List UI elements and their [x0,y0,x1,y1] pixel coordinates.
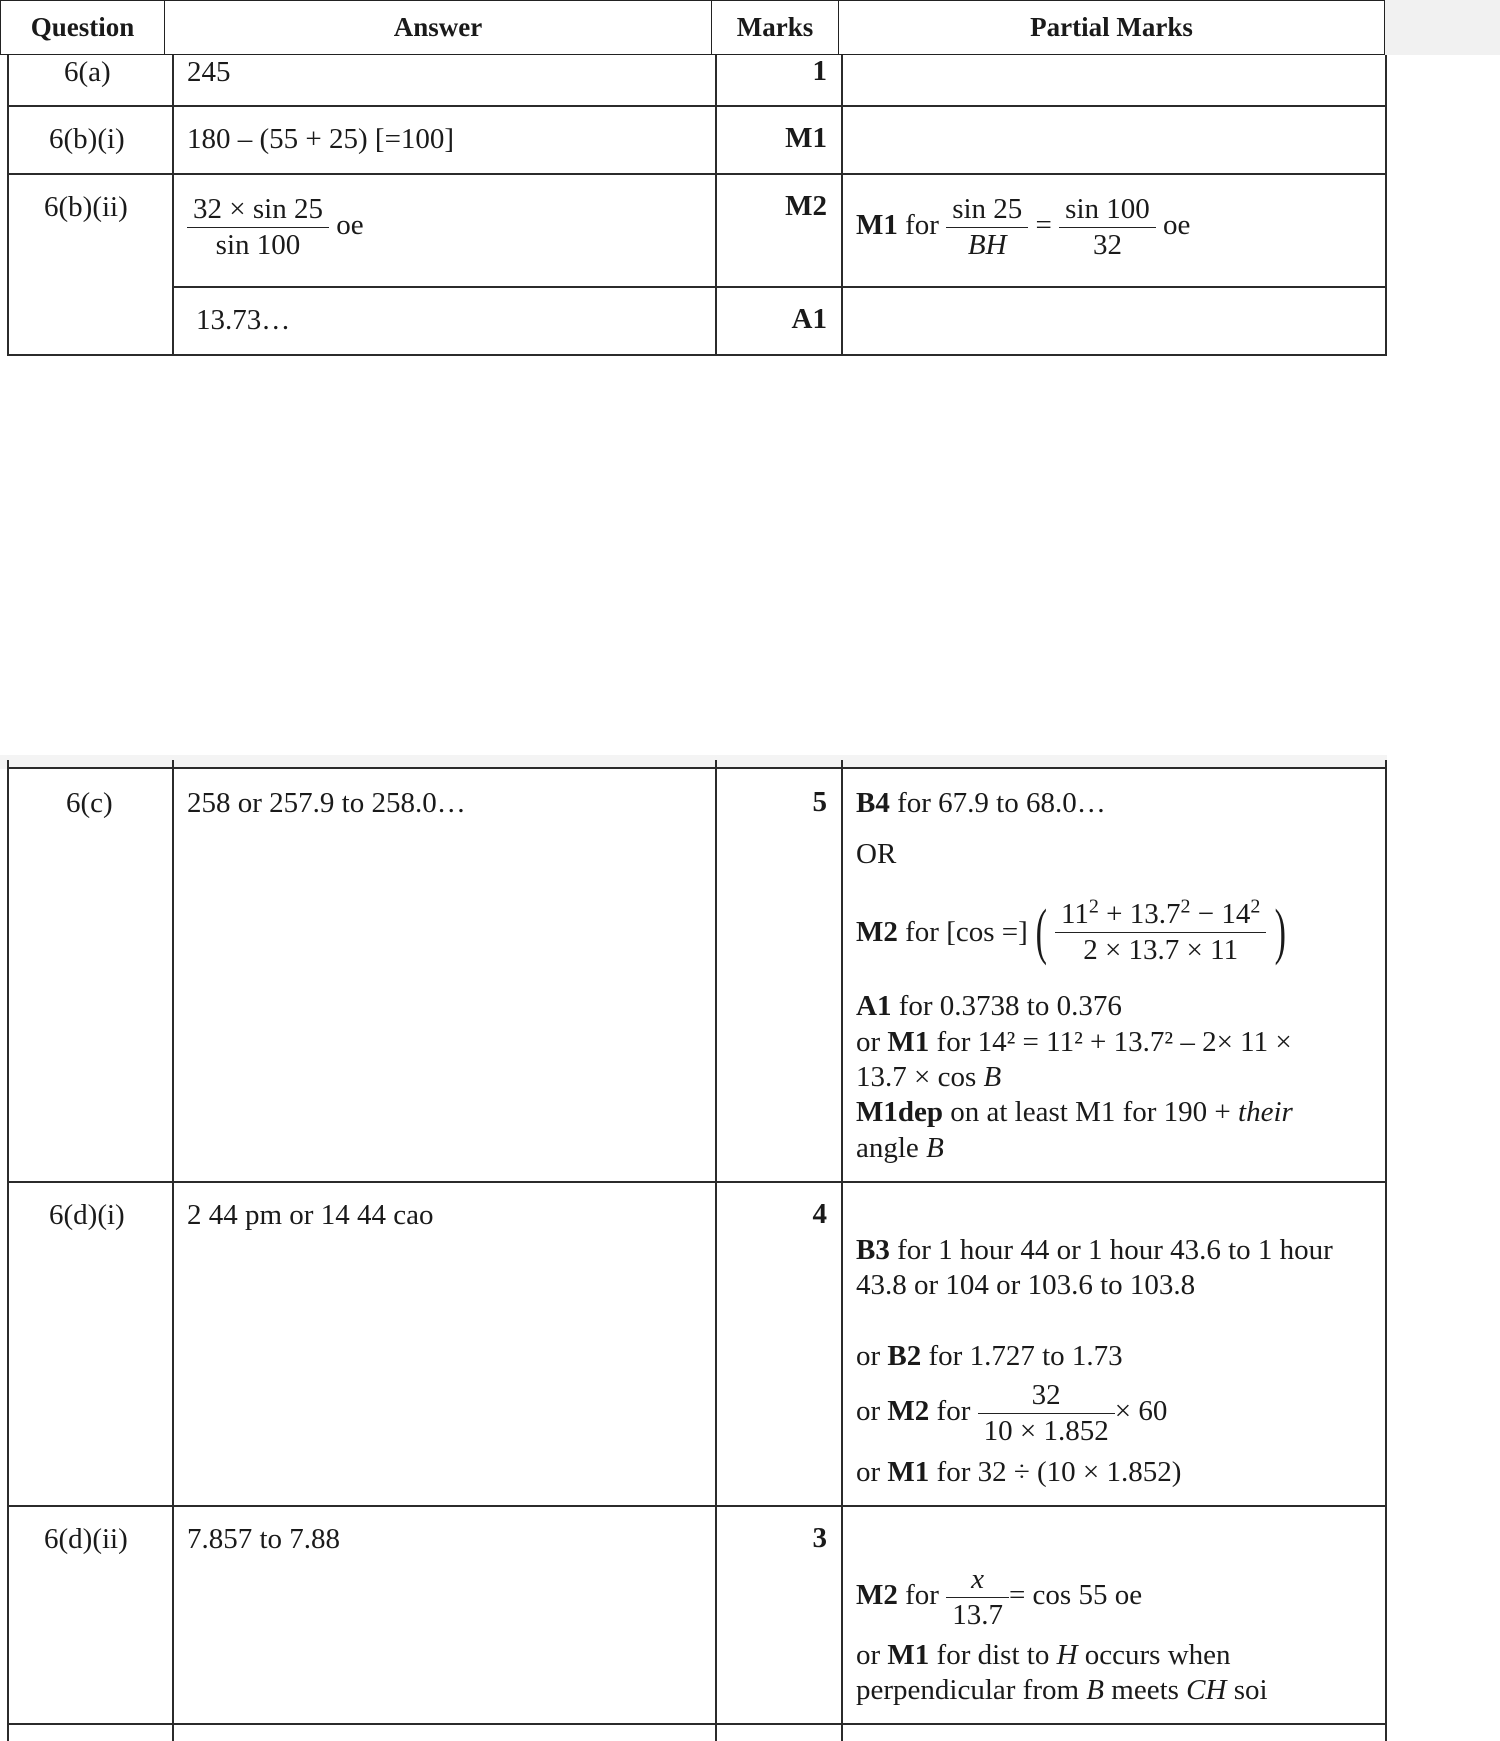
partial-text: for 1 hour 44 or 1 hour 43.6 to 1 hour [897,1234,1333,1266]
partial-mark-line [856,1378,1167,1449]
partial-text: for 0.3738 to 0.376 [898,990,1122,1022]
fraction [1059,192,1156,263]
grid-line [7,760,9,1741]
term: + 13.7 [1106,898,1181,930]
partial-text: soi [1233,1674,1268,1706]
grid-line [715,55,717,355]
column-header-question [0,0,165,55]
grid-line [841,55,843,355]
partial-mark-line: OR [856,838,897,870]
mark-code: M1 [887,1026,930,1058]
grid-line [7,1181,1387,1183]
partial-mark-line [856,786,1106,821]
partial-mark-line [856,1562,1142,1633]
partial-text: meets [1111,1674,1179,1706]
grid-line [7,55,9,355]
question-label: 6(a) [64,56,111,88]
grid-line [172,760,174,1741]
right-paren: ) [1274,898,1286,967]
variable: H [1056,1639,1078,1671]
mark-code: M1 [887,1456,930,1488]
fraction-numerator: sin 25 [952,193,1023,225]
column-header-answer-label: Answer [393,12,483,42]
grid-line [7,767,1387,769]
partial-text: × 60 [1114,1394,1168,1427]
partial-text: 13.7 × cos [856,1061,977,1093]
fraction-denominator: 2 × 13.7 × 11 [1055,932,1266,968]
grid-line [7,173,1387,175]
fraction-denominator: BH [946,227,1028,263]
question-label: 6(d)(i) [49,1199,125,1231]
fraction [946,1562,1009,1633]
fraction-denominator: 10 × 1.852 [978,1413,1115,1449]
for-label: for [905,208,939,241]
exponent: 2 [1088,895,1099,918]
partial-text: for [cos =] [905,915,1028,948]
fraction-numerator: 32 × sin 25 [193,193,323,225]
mark-code: B3 [856,1234,890,1266]
mark-code: M1 [856,208,898,241]
partial-mark-line [856,1131,944,1166]
answer-text: 245 [187,56,231,88]
partial-mark-line [856,1638,1231,1673]
question-label: 6(b)(ii) [44,191,128,223]
partial-text: for 14² = 11² + 13.7² – 2× 11 × [936,1026,1292,1058]
question-label: 6(b)(i) [49,123,125,155]
variable: B [1086,1674,1105,1706]
grid-line [7,354,1387,356]
question-label: 6(c) [66,787,113,819]
partial-text: angle [856,1132,919,1164]
fraction-denominator: 13.7 [946,1597,1009,1633]
fraction [1055,897,1266,968]
grid-line [7,1505,1387,1507]
mark-code: B2 [887,1340,922,1372]
partial-mark-line [856,1095,1293,1130]
answer-fraction [187,192,364,263]
partial-text: = cos 55 oe [1008,1578,1143,1611]
mark-code: M1 [887,1639,930,1671]
mark-code: M2 [887,1394,930,1427]
mark-value: M2 [785,190,827,222]
mark-code: A1 [856,990,892,1022]
partial-text: perpendicular from [856,1674,1080,1706]
partial-text: for 67.9 to 68.0… [897,787,1106,819]
exponent: 2 [1180,895,1191,918]
answer-text: 258 or 257.9 to 258.0… [187,787,466,819]
partial-mark-line [856,1233,1333,1268]
mark-value: 3 [812,1522,827,1554]
partial-text: or [856,1394,881,1427]
partial-text: for 1.727 to 1.73 [928,1340,1123,1372]
variable: B [926,1132,944,1164]
oe-label: oe [336,208,364,241]
mark-code: M2 [856,915,898,948]
column-header-question-label: Question [30,12,135,42]
for-label: for [905,1578,939,1611]
partial-mark-line [856,1673,1268,1708]
mark-value: 4 [812,1198,827,1230]
fraction [946,192,1028,263]
grid-line [715,760,717,1741]
partial-mark-line [856,1455,1181,1490]
partial-text: on at least M1 for 190 + [950,1096,1231,1128]
column-header-answer [164,0,712,55]
fraction-numerator: sin 100 [1065,193,1150,225]
partial-mark-line: 43.8 or 104 or 103.6 to 103.8 [856,1269,1196,1301]
partial-mark-line [856,989,1122,1024]
column-header-partial-label: Partial Marks [1030,12,1193,42]
fraction-numerator: x [971,1563,985,1595]
mark-value: M1 [785,122,827,154]
partial-text: or [856,1340,881,1372]
fraction-numerator [1055,897,1266,932]
exponent: 2 [1250,895,1261,918]
mark-code: M1dep [856,1096,943,1128]
mark-value: 1 [812,55,827,87]
grid-line [841,760,843,1741]
answer-text: 2 44 pm or 14 44 cao [187,1199,434,1231]
fraction [187,192,329,263]
partial-text: for 32 ÷ (10 × 1.852) [936,1456,1182,1488]
term: − 14 [1197,898,1251,930]
fraction-denominator: sin 100 [187,227,329,263]
column-header-marks-label: Marks [736,12,814,42]
mark-code: B4 [856,787,890,819]
grid-line [7,105,1387,107]
variable: B [983,1061,1002,1093]
answer-text: 13.73… [196,304,291,336]
partial-text: or [856,1639,881,1671]
answer-text: 180 – (55 + 25) [=100] [187,123,455,155]
grid-line [172,286,1387,288]
partial-text: or [856,1456,881,1488]
partial-text: for dist to [936,1639,1050,1671]
question-label: 6(d)(ii) [44,1523,128,1555]
column-header-partial [838,0,1385,55]
partial-mark-line [856,897,1286,968]
grid-line [1385,55,1387,355]
fraction [978,1378,1115,1449]
grid-line [172,55,174,355]
left-paren: ( [1035,898,1048,967]
mark-value: A1 [791,303,827,335]
variable: CH [1186,1674,1227,1706]
fraction-numerator: 32 [1031,1379,1061,1411]
partial-mark-line [856,1339,1123,1374]
grid-line [7,1723,1387,1725]
equals-sign: = [1035,208,1052,241]
mark-value: 5 [812,786,827,818]
column-header-marks [711,0,839,55]
answer-text: 7.857 to 7.88 [187,1523,341,1555]
partial-mark-text [856,192,1190,263]
partial-text: their [1238,1096,1293,1128]
mark-code: M2 [856,1578,898,1611]
for-label: for [936,1394,971,1427]
term: 11 [1060,898,1089,930]
grid-line [1385,760,1387,1741]
partial-mark-line [856,1060,1001,1095]
fraction-denominator: 32 [1059,227,1156,263]
partial-text: occurs when [1084,1639,1231,1671]
partial-text: or [856,1026,881,1058]
partial-mark-line [856,1025,1292,1060]
oe-label: oe [1163,208,1191,241]
